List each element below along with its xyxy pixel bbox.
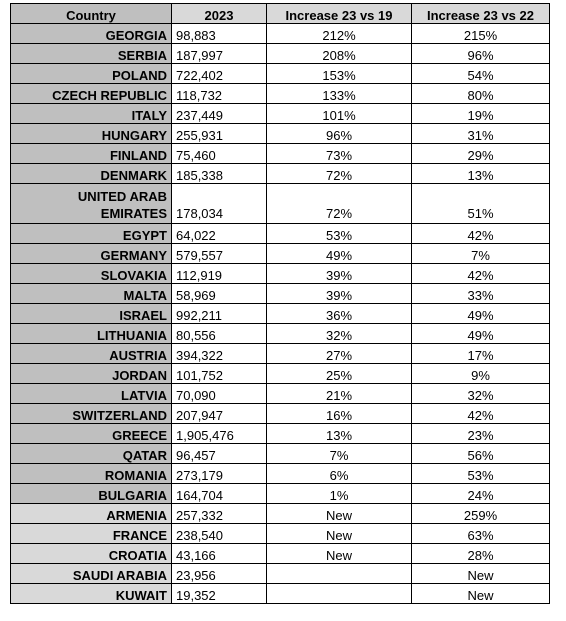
increase-vs-22-cell: 49% — [412, 324, 550, 344]
table-row — [11, 24, 550, 44]
table-row — [11, 304, 550, 324]
increase-vs-22-cell: 19% — [412, 104, 550, 124]
value-2023-cell: 101,752 — [172, 364, 267, 384]
country-cell: BULGARIA — [11, 484, 172, 504]
country-cell: DENMARK — [11, 164, 172, 184]
increase-vs-22-cell: 215% — [412, 24, 550, 44]
country-cell: EGYPT — [11, 224, 172, 244]
value-2023-cell: 64,022 — [172, 224, 267, 244]
increase-vs-19-cell: 101% — [267, 104, 412, 124]
increase-vs-19-cell: 36% — [267, 304, 412, 324]
increase-vs-19-cell: New — [267, 544, 412, 564]
increase-vs-22-cell: 17% — [412, 344, 550, 364]
increase-vs-19-cell: 73% — [267, 144, 412, 164]
table-row — [11, 164, 550, 184]
increase-vs-19-cell: New — [267, 524, 412, 544]
increase-vs-19-cell: 13% — [267, 424, 412, 444]
header-2023: 2023 — [172, 4, 267, 24]
country-cell: MALTA — [11, 284, 172, 304]
increase-vs-19-cell: 32% — [267, 324, 412, 344]
country-cell: GREECE — [11, 424, 172, 444]
table-row — [11, 384, 550, 404]
increase-vs-22-cell: 7% — [412, 244, 550, 264]
table-row — [11, 484, 550, 504]
increase-vs-19-cell: 39% — [267, 264, 412, 284]
country-cell: CZECH REPUBLIC — [11, 84, 172, 104]
increase-vs-22-cell: 42% — [412, 264, 550, 284]
table-row — [11, 544, 550, 564]
country-cell: JORDAN — [11, 364, 172, 384]
table-row — [11, 224, 550, 244]
country-cell: FRANCE — [11, 524, 172, 544]
country-increase-table — [10, 3, 550, 604]
increase-vs-22-cell: New — [412, 584, 550, 604]
increase-vs-22-cell: 51% — [412, 184, 550, 224]
value-2023-cell: 1,905,476 — [172, 424, 267, 444]
country-cell: SERBIA — [11, 44, 172, 64]
increase-vs-22-cell: 33% — [412, 284, 550, 304]
table-row — [11, 264, 550, 284]
increase-vs-22-cell: 28% — [412, 544, 550, 564]
table-row — [11, 124, 550, 144]
increase-vs-19-cell: 153% — [267, 64, 412, 84]
table-row — [11, 424, 550, 444]
country-cell: ARMENIA — [11, 504, 172, 524]
increase-vs-19-cell: 212% — [267, 24, 412, 44]
increase-vs-19-cell: 53% — [267, 224, 412, 244]
country-cell: AUSTRIA — [11, 344, 172, 364]
country-cell: ITALY — [11, 104, 172, 124]
table-row — [11, 144, 550, 164]
increase-vs-19-cell: 1% — [267, 484, 412, 504]
country-cell: GEORGIA — [11, 24, 172, 44]
increase-vs-19-cell: 72% — [267, 164, 412, 184]
value-2023-cell: 75,460 — [172, 144, 267, 164]
table-row — [11, 584, 550, 604]
increase-vs-19-cell: 25% — [267, 364, 412, 384]
country-cell: FINLAND — [11, 144, 172, 164]
value-2023-cell: 255,931 — [172, 124, 267, 144]
value-2023-cell: 178,034 — [172, 184, 267, 224]
increase-vs-22-cell: 24% — [412, 484, 550, 504]
country-cell: ISRAEL — [11, 304, 172, 324]
value-2023-cell: 43,166 — [172, 544, 267, 564]
value-2023-cell: 164,704 — [172, 484, 267, 504]
value-2023-cell: 207,947 — [172, 404, 267, 424]
value-2023-cell: 80,556 — [172, 324, 267, 344]
country-cell: CROATIA — [11, 544, 172, 564]
value-2023-cell: 70,090 — [172, 384, 267, 404]
increase-vs-19-cell — [267, 584, 412, 604]
value-2023-cell: 273,179 — [172, 464, 267, 484]
increase-vs-22-cell: 9% — [412, 364, 550, 384]
value-2023-cell: 185,338 — [172, 164, 267, 184]
value-2023-cell: 98,883 — [172, 24, 267, 44]
header-country: Country — [11, 4, 172, 24]
value-2023-cell: 112,919 — [172, 264, 267, 284]
header-increase-vs-22: Increase 23 vs 22 — [412, 4, 550, 24]
increase-vs-22-cell: 31% — [412, 124, 550, 144]
table-row — [11, 104, 550, 124]
table-row — [11, 524, 550, 544]
increase-vs-22-cell: New — [412, 564, 550, 584]
table-row — [11, 324, 550, 344]
increase-vs-22-cell: 29% — [412, 144, 550, 164]
increase-vs-19-cell: 208% — [267, 44, 412, 64]
value-2023-cell: 992,211 — [172, 304, 267, 324]
value-2023-cell: 394,322 — [172, 344, 267, 364]
table-row — [11, 44, 550, 64]
increase-vs-19-cell: 27% — [267, 344, 412, 364]
country-cell: SLOVAKIA — [11, 264, 172, 284]
value-2023-cell: 257,332 — [172, 504, 267, 524]
value-2023-cell: 238,540 — [172, 524, 267, 544]
header-increase-vs-19: Increase 23 vs 19 — [267, 4, 412, 24]
country-cell: KUWAIT — [11, 584, 172, 604]
value-2023-cell: 579,557 — [172, 244, 267, 264]
table-row — [11, 184, 550, 224]
value-2023-cell: 96,457 — [172, 444, 267, 464]
table-row — [11, 464, 550, 484]
increase-vs-19-cell: 6% — [267, 464, 412, 484]
increase-vs-22-cell: 49% — [412, 304, 550, 324]
increase-vs-22-cell: 32% — [412, 384, 550, 404]
table-row — [11, 344, 550, 364]
country-cell: LITHUANIA — [11, 324, 172, 344]
table-body — [11, 24, 550, 604]
country-cell: SWITZERLAND — [11, 404, 172, 424]
country-cell: QATAR — [11, 444, 172, 464]
increase-vs-22-cell: 42% — [412, 404, 550, 424]
value-2023-cell: 722,402 — [172, 64, 267, 84]
increase-vs-19-cell: 96% — [267, 124, 412, 144]
country-cell: UNITED ARAB EMIRATES — [11, 184, 172, 224]
increase-vs-22-cell: 80% — [412, 84, 550, 104]
value-2023-cell: 118,732 — [172, 84, 267, 104]
increase-vs-19-cell: 39% — [267, 284, 412, 304]
increase-vs-22-cell: 96% — [412, 44, 550, 64]
increase-vs-22-cell: 53% — [412, 464, 550, 484]
increase-vs-19-cell: 16% — [267, 404, 412, 424]
increase-vs-19-cell: 133% — [267, 84, 412, 104]
increase-vs-22-cell: 23% — [412, 424, 550, 444]
value-2023-cell: 237,449 — [172, 104, 267, 124]
table-row — [11, 504, 550, 524]
increase-vs-22-cell: 42% — [412, 224, 550, 244]
country-cell: HUNGARY — [11, 124, 172, 144]
table-row — [11, 364, 550, 384]
table-row — [11, 564, 550, 584]
table-row — [11, 64, 550, 84]
table-row — [11, 444, 550, 464]
increase-vs-19-cell: 49% — [267, 244, 412, 264]
increase-vs-22-cell: 259% — [412, 504, 550, 524]
country-cell: POLAND — [11, 64, 172, 84]
country-cell: ROMANIA — [11, 464, 172, 484]
value-2023-cell: 187,997 — [172, 44, 267, 64]
increase-vs-19-cell: 21% — [267, 384, 412, 404]
increase-vs-19-cell: New — [267, 504, 412, 524]
value-2023-cell: 58,969 — [172, 284, 267, 304]
value-2023-cell: 23,956 — [172, 564, 267, 584]
country-cell: SAUDI ARABIA — [11, 564, 172, 584]
increase-vs-22-cell: 13% — [412, 164, 550, 184]
increase-vs-22-cell: 56% — [412, 444, 550, 464]
increase-vs-19-cell: 7% — [267, 444, 412, 464]
table-row — [11, 84, 550, 104]
country-cell: GERMANY — [11, 244, 172, 264]
country-cell: LATVIA — [11, 384, 172, 404]
value-2023-cell: 19,352 — [172, 584, 267, 604]
data-table-container — [10, 3, 550, 604]
table-row — [11, 244, 550, 264]
table-row — [11, 284, 550, 304]
increase-vs-22-cell: 54% — [412, 64, 550, 84]
table-row — [11, 404, 550, 424]
header-row — [11, 4, 550, 24]
increase-vs-19-cell: 72% — [267, 184, 412, 224]
increase-vs-19-cell — [267, 564, 412, 584]
increase-vs-22-cell: 63% — [412, 524, 550, 544]
